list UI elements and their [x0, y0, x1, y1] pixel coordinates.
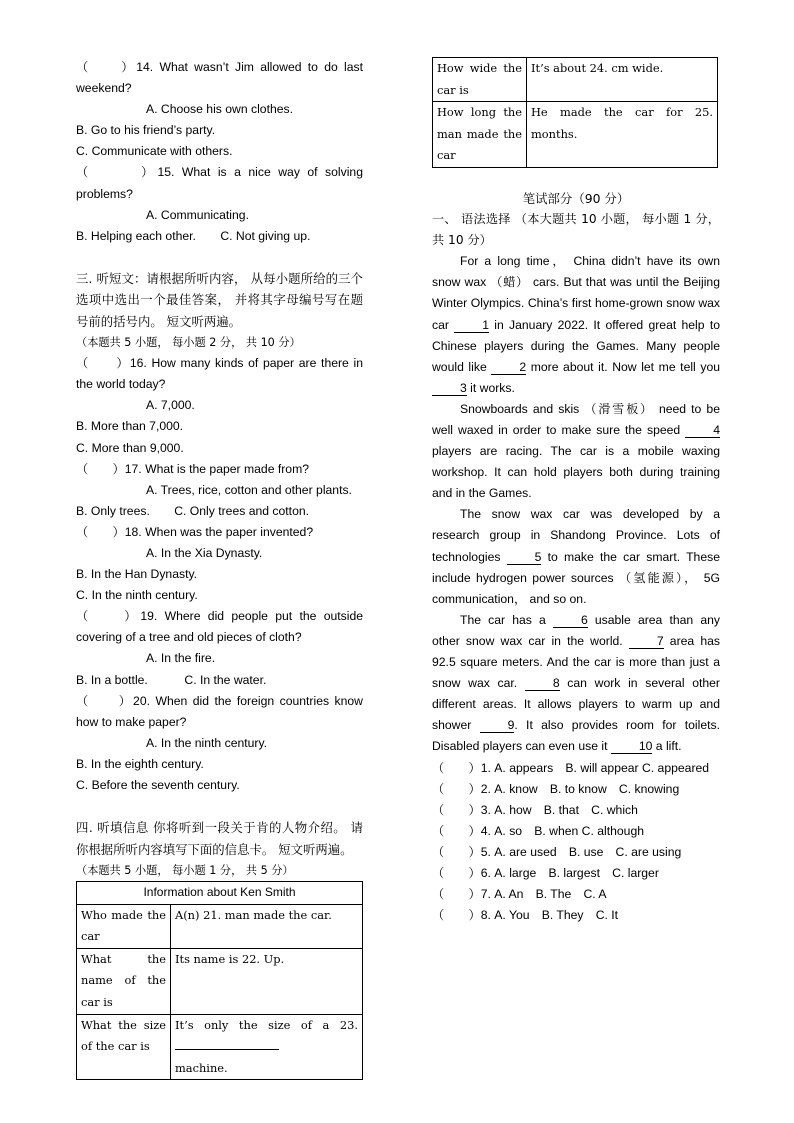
question-18-option-c: C. In the ninth century. — [76, 588, 198, 603]
left-column — [76, 57, 363, 1080]
writing-part-title: 笔试部分（90 分） — [522, 190, 630, 206]
info-answer-cell — [171, 1014, 363, 1080]
passage-paragraph-4: The car has a 6 usable area than any other snow wax car in the world. 7 area has 92.5 square meters. And the car is more than just a snow wax car. 8 can work in several other different areas. It allows players to warm up and shower 9. It also provides room for toilets. Disabled players can even use it 10 a lift. — [432, 612, 720, 754]
question-16-option-b: B. More than 7,000. — [76, 419, 184, 434]
question-20-option-c: C. Before the seventh century. — [76, 778, 240, 793]
blank-1[interactable]: 1 — [454, 318, 489, 333]
info-answer: Its name is 22. Up. — [171, 948, 363, 1014]
info-question: Who made the car — [77, 904, 171, 948]
blank-6[interactable]: 6 — [553, 613, 588, 628]
question-15-stem: （ ）15. What is a nice way of solving problems? — [76, 165, 363, 201]
info-row — [77, 904, 363, 948]
section-3-heading: 三. 听短文：请根据所听内容， 从每小题所给的三个选项中选出一个最佳答案， 并将其字母编号写在题号前的括号内。 短文听两遍。 — [76, 270, 363, 329]
blank-9[interactable]: 9 — [480, 718, 515, 733]
info-row — [77, 948, 363, 1014]
blank-5[interactable]: 5 — [507, 550, 542, 565]
question-15-option-b: B. Helping each other. — [76, 228, 196, 243]
passage-paragraph-3: The snow wax car was developed by a research group in Shandong Province. Lots of technologies 5 to make the car smart. These include hydrogen power sources （氢能源）， 5G communication， and so on. — [432, 507, 720, 606]
section-4-note: （本题共 5 小题， 每小题 1 分， 共 5 分） — [76, 863, 294, 877]
passage-paragraph-1: For a long time， China didn’t have its own snow wax （蜡） cars. But that was until the Beijing Winter Olympics. China’s first home-grown snow wax car 1 in January 2022. It offered great help to Chinese players during the Games. Many people would like 2 more about it. Now let me tell you 3 it works. — [432, 254, 721, 395]
question-16-stem: （ ）16. How many kinds of paper are there in the world today? — [76, 356, 363, 392]
question-19-option-c: C. In the water. — [184, 672, 267, 687]
question-14-option-a: A. Choose his own clothes. — [146, 102, 294, 117]
question-20-option-a: A. In the ninth century. — [146, 735, 268, 750]
answer-blank-23[interactable] — [175, 1049, 279, 1050]
info-answer-end: machine. — [175, 1060, 228, 1075]
info-answer: A(n) 21. man made the car. — [171, 904, 363, 948]
passage-paragraph-2: Snowboards and skis （滑雪板） need to be well waxed in order to make sure the speed 4 players are racing. The car is a mobile waxing workshop. It can hold players both during training and in the Games. — [432, 401, 720, 501]
option-line-7: （ ）7. A. An B. The C. A — [432, 887, 607, 902]
info-card-table-continued — [432, 57, 718, 168]
info-row — [433, 102, 718, 168]
option-line-1: （ ）1. A. appears B. will appear C. appeared — [432, 760, 710, 775]
question-18-option-b: B. In the Han Dynasty. — [76, 567, 198, 582]
blank-4[interactable]: 4 — [685, 423, 720, 438]
right-column — [432, 57, 720, 926]
question-18-option-a: A. In the Xia Dynasty. — [146, 546, 263, 560]
option-line-3: （ ）3. A. how B. that C. which — [432, 802, 638, 817]
blank-7[interactable]: 7 — [629, 634, 664, 649]
question-19-stem: （ ）19. Where did people put the outside covering of a tree and old pieces of cloth? — [76, 609, 363, 645]
question-14-option-c: C. Communicate with others. — [76, 144, 233, 159]
question-14-stem: （ ）14. What wasn’t Jim allowed to do last weekend? — [76, 60, 363, 96]
option-line-2: （ ）2. A. know B. to know C. knowing — [432, 781, 680, 796]
question-15-option-c: C. Not giving up. — [220, 228, 311, 243]
question-20-stem: （ ）20. When did the foreign countries know how to make paper? — [76, 693, 363, 729]
question-20-option-b: B. In the eighth century. — [76, 756, 204, 771]
info-answer: He made the car for 25. months. — [527, 102, 718, 168]
info-answer: It’s only the size of a 23. — [175, 1017, 358, 1032]
question-19-option-b: B. In a bottle. — [76, 672, 148, 687]
question-18-stem: （ ）18. When was the paper invented? — [76, 524, 314, 539]
question-16-option-a: A. 7,000. — [146, 398, 195, 413]
question-17-option-a: A. Trees, rice, cotton and other plants. — [146, 482, 352, 497]
option-line-5: （ ）5. A. are used B. use C. are using — [432, 844, 682, 859]
info-card-table — [76, 881, 363, 1080]
info-question: What the name of the car is — [77, 948, 171, 1014]
blank-3[interactable]: 3 — [432, 381, 467, 396]
info-question: What the size of the car is — [77, 1014, 171, 1080]
question-17-stem: （ ）17. What is the paper made from? — [76, 461, 310, 476]
question-17-option-c: C. Only trees and cotton. — [174, 503, 310, 518]
info-question: How long the man made the car — [433, 102, 527, 168]
blank-8[interactable]: 8 — [525, 676, 560, 691]
question-15-option-a: A. Communicating. — [146, 207, 249, 222]
section-3-note: （本题共 5 小题， 每小题 2 分， 共 10 分） — [76, 336, 301, 350]
question-16-option-c: C. More than 9,000. — [76, 440, 184, 455]
option-line-6: （ ）6. A. large B. largest C. larger — [432, 865, 659, 880]
info-question: How wide the car is — [433, 58, 527, 102]
blank-2[interactable]: 2 — [491, 360, 526, 375]
info-card-caption: Information about Ken Smith — [77, 882, 363, 905]
info-row — [433, 58, 718, 102]
option-line-8: （ ）8. A. You B. They C. It — [432, 908, 619, 923]
question-14-option-b: B. Go to his friend’s party. — [76, 123, 216, 138]
option-line-4: （ ）4. A. so B. when C. although — [432, 823, 645, 838]
grammar-section-heading: 一、 语法选择 （本大题共 10 小题， 每小题 1 分， 共 10 分） — [432, 212, 720, 248]
info-row — [77, 1014, 363, 1080]
question-17-option-b: B. Only trees. — [76, 503, 150, 518]
info-answer: It’s about 24. cm wide. — [527, 58, 718, 102]
question-19-option-a: A. In the fire. — [146, 651, 216, 666]
blank-10[interactable]: 10 — [611, 739, 653, 754]
section-4-heading: 四. 听填信息 你将听到一段关于肯的人物介绍。 请你根据所听内容填写下面的信息卡。 短文听两遍。 — [76, 820, 363, 857]
